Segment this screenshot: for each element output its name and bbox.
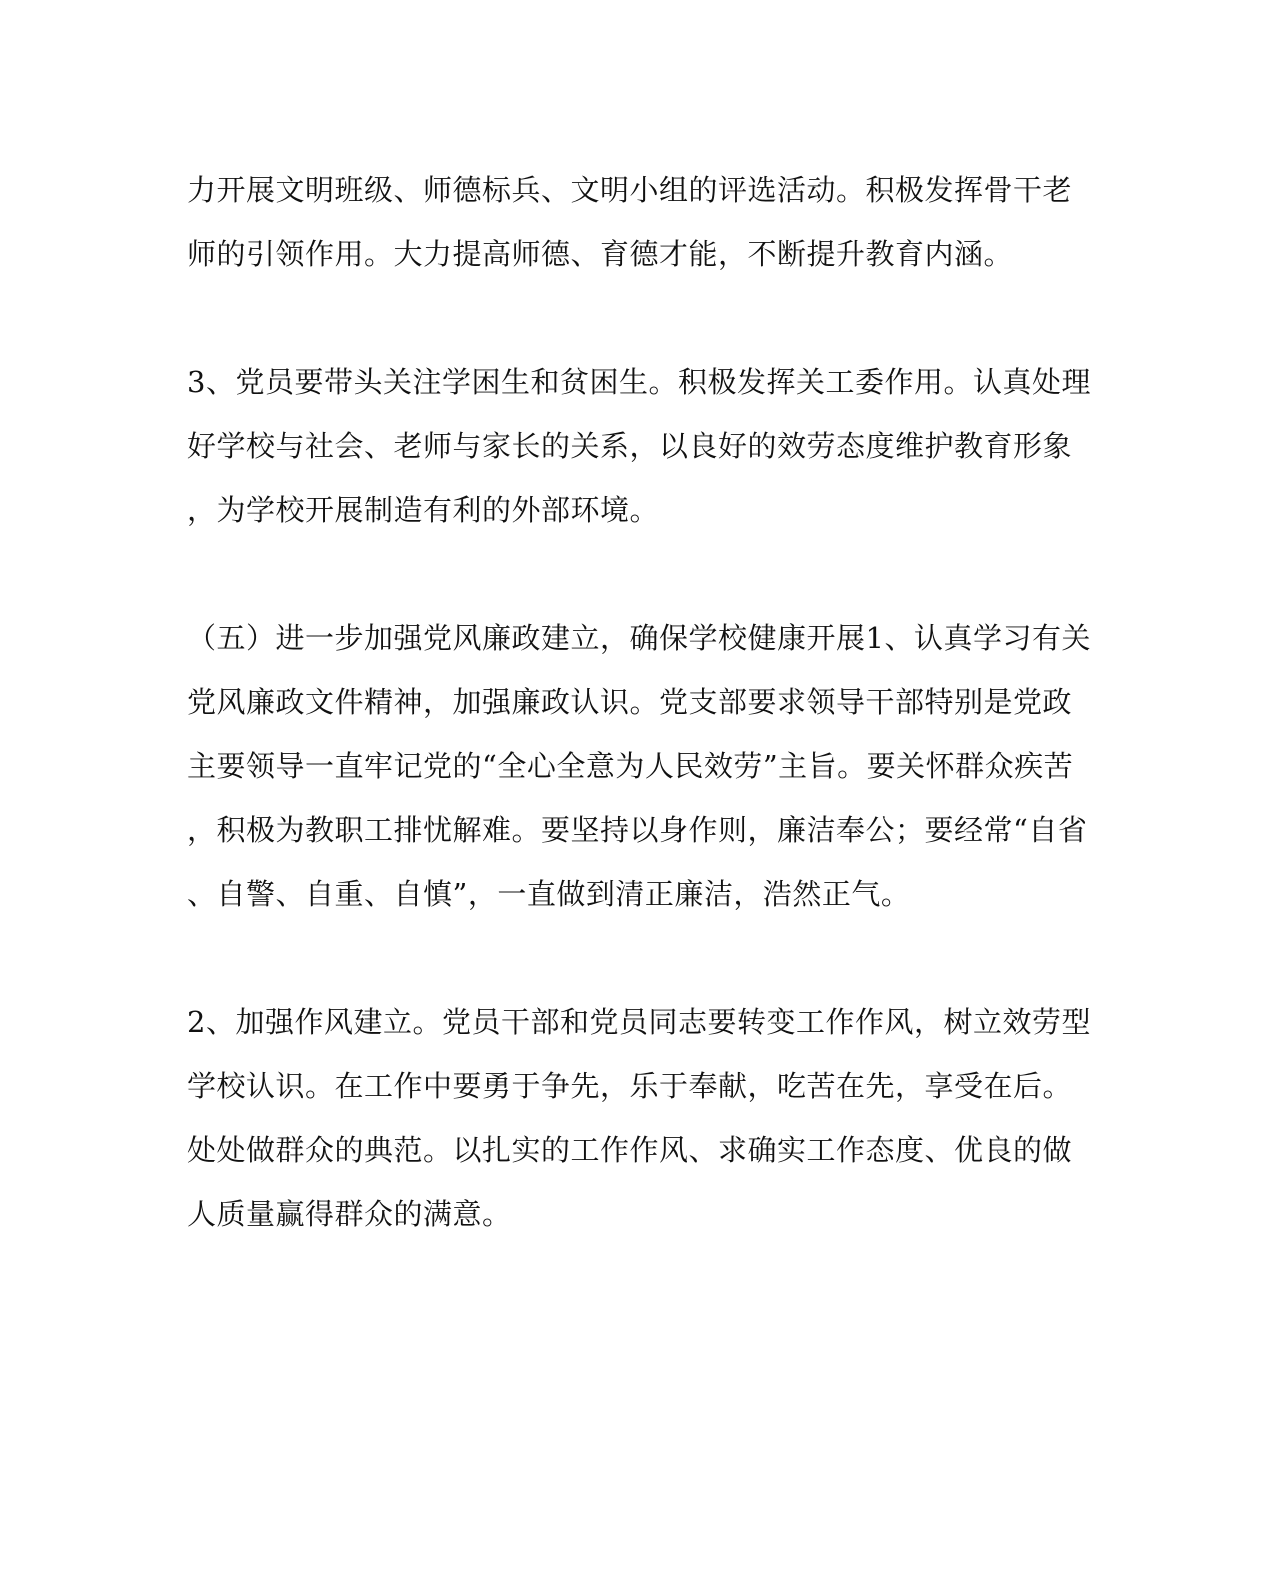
text-line: 处处做群众的典范。以扎实的工作作风、求确实工作态度、优良的做: [187, 1133, 1073, 1167]
text-line: 好学校与社会、老师与家长的关系，以良好的效劳态度维护教育形象: [187, 429, 1073, 463]
text-line: 3、党员要带头关注学困生和贫困生。积极发挥关工委作用。认真处理: [187, 365, 1091, 399]
paragraph-item-2-work-style: [187, 990, 1091, 1246]
text-line: 2、加强作风建立。党员干部和党员同志要转变工作作风，树立效劳型: [187, 1005, 1091, 1039]
text-line: 力开展文明班级、师德标兵、文明小组的评选活动。积极发挥骨干老: [187, 173, 1073, 207]
text-line: 学校认识。在工作中要勇于争先，乐于奉献，吃苦在先，享受在后。: [187, 1069, 1073, 1103]
paragraph-civilization-selection: [187, 158, 1087, 286]
text-line: 人质量赢得群众的满意。: [187, 1197, 512, 1231]
paragraph-section-5-integrity: [187, 606, 1091, 926]
text-line: ，积极为教职工排忧解难。要坚持以身作则，廉洁奉公；要经常“自省: [187, 813, 1088, 847]
paragraph-item-3-students: [187, 350, 1091, 542]
text-line: ，为学校开展制造有利的外部环境。: [187, 493, 660, 527]
text-line: 师的引领作用。大力提高师德、育德才能，不断提升教育内涵。: [187, 237, 1014, 271]
text-line: 、自警、自重、自慎”，一直做到清正廉洁，浩然正气。: [187, 877, 911, 911]
text-line: （五）进一步加强党风廉政建立，确保学校健康开展1、认真学习有关: [187, 621, 1091, 655]
text-line: 党风廉政文件精神，加强廉政认识。党支部要求领导干部特别是党政: [187, 685, 1073, 719]
text-line: 主要领导一直牢记党的“全心全意为人民效劳”主旨。要关怀群众疾苦: [187, 749, 1074, 783]
